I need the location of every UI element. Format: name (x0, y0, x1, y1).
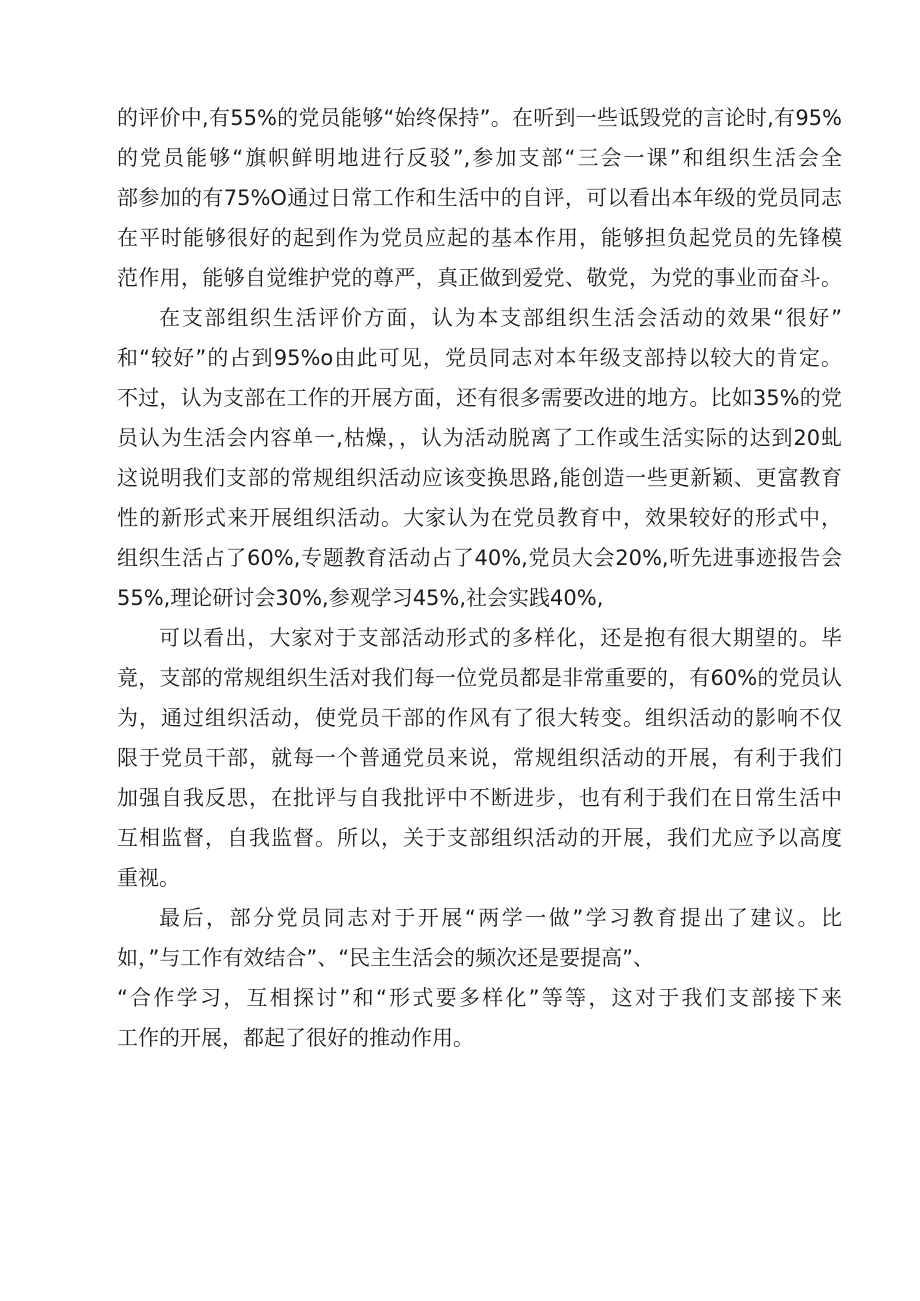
text-line: 如，”与工作有效结合”、“民主生活会的频次还是要提高”、 (117, 946, 655, 970)
text-line: 在支部组织生活评价方面，认为本支部组织生活会活动的效果“很好” (159, 306, 842, 330)
text-line: 的党员能够“旗帜鲜明地进行反驳”,参加支部“三会一课”和组织生活会全 (117, 146, 842, 170)
text-line: 竟，支部的常规组织生活对我们每一位党员都是非常重要的，有60%的党员认 (117, 666, 842, 690)
text-line: 限于党员干部，就每一个普通党员来说，常规组织活动的开展，有利于我们 (117, 746, 842, 770)
text-line: 的评价中,有55%的党员能够“始终保持”。在听到一些诋毁党的言论时,有95% (117, 106, 842, 130)
text-line: 员认为生活会内容单一,枯燥，，认为活动脱离了工作或生活实际的达到20虬 (117, 426, 842, 450)
text-line: 组织生活占了60%,专题教育活动占了40%,党员大会20%,听先进事迹报告会 (117, 546, 842, 570)
text-line: 部参加的有75%O通过日常工作和生活中的自评，可以看出本年级的党员同志 (117, 186, 842, 210)
document-body (117, 98, 842, 1058)
text-line: 互相监督，自我监督。所以，关于支部组织活动的开展，我们尤应予以高度 (117, 826, 842, 850)
text-line: “合作学习，互相探讨”和“形式要多样化”等等，这对于我们支部接下来 (117, 986, 842, 1010)
text-line: 可以看出，大家对于支部活动形式的多样化，还是抱有很大期望的。毕 (159, 626, 842, 650)
text-line: 为，通过组织活动，使党员干部的作风有了很大转变。组织活动的影响不仅 (117, 706, 842, 730)
text-line: 不过，认为支部在工作的开展方面，还有很多需要改进的地方。比如35%的党 (117, 386, 842, 410)
text-line: 55%,理论研讨会30%,参观学习45%,社会实践40%, (117, 586, 604, 610)
text-line: 和“较好”的占到95%o由此可见，党员同志对本年级支部持以较大的肯定。 (117, 346, 842, 370)
text-line: 重视。 (117, 866, 180, 890)
text-line: 范作用，能够自觉维护党的尊严，真正做到爱党、敬党，为党的事业而奋斗。 (117, 266, 842, 290)
text-line: 最后，部分党员同志对于开展“两学一做”学习教育提出了建议。比 (159, 906, 842, 930)
text-line: 在平时能够很好的起到作为党员应起的基本作用，能够担负起党员的先锋模 (117, 226, 842, 250)
text-line: 这说明我们支部的常规组织活动应该变换思路,能创造一些更新颖、更富教育 (117, 466, 842, 490)
text-line: 工作的开展，都起了很好的推动作用。 (117, 1026, 474, 1050)
text-line: 加强自我反思，在批评与自我批评中不断进步，也有利于我们在日常生活中 (117, 786, 842, 810)
text-line: 性的新形式来开展组织活动。大家认为在党员教育中，效果较好的形式中， (117, 506, 842, 530)
